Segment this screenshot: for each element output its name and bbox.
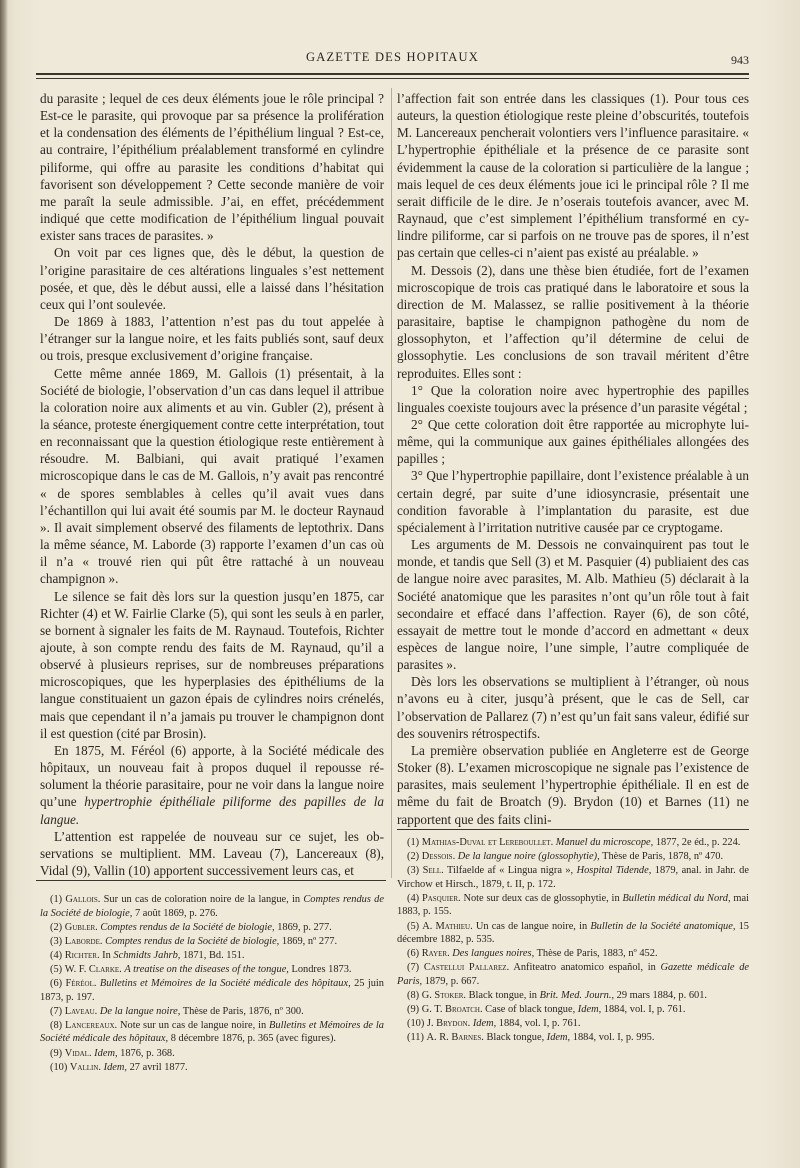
footnote [397,1003,749,1017]
paragraph: du parasite ; lequel de ces deux éléments joue le rôle principal ? Est-ce le parasite, qui provoque par sa présence la prolifération et la condensation des éléments de l’épithélium lingual ? Est-ce, au contraire, l’épithélium préalablement transformé en cylindre piliforme, qui offre au parasite les conditions d’habitat qui favorisent son développement ? Cette seconde manière de voir me paraît la seule admissible. J’ai, en effet, précédemment indiqué que cette modification de l’épithélium lingual pouvait exister sans traces de parasites. » [40,91,384,244]
footnote-source: Idem, [103,1061,128,1073]
footnote-author: W. F. Clarke. [64,963,122,975]
footnote-source: Comptes rendus de la Société de biologie, [105,935,280,947]
footnote-number: (3) [407,865,420,877]
footnote-author: Mathias-Duval et Lereboullet. [421,837,554,848]
footnote-number: (9) [50,1047,63,1059]
running-title: GAZETTE DES HOPITAUX [306,50,479,64]
footnote-source: Idem, [546,1032,571,1044]
footnote-text: Black tongue, in [466,990,540,1002]
footnote [397,892,749,919]
footnote-author: Castellui Pallarez. [423,962,510,974]
footnote-author: Féréol. [65,978,97,990]
paragraph: On voit par ces lignes que, dès le début, la question de l’origine parasitaire de ces altérations linguales s’est nettement posée, et que, dès le début aussi, elle a laissé dans l’hésitation ceux qui l’ont soulevée. [40,245,384,312]
paragraph: Dès lors les observations se multiplient à l’étranger, où nous n’avons eu à citer, jusqu’à présent, que le cas de Sell, car l’observation de Pallarez (7) n’est qu’un fait sans valeur, édifié sur des souvenirs rétrospectifs. [397,674,749,741]
footnote-number: (5) [407,920,420,932]
footnote-rule-right [397,829,749,830]
footnote-author: Rayer. [421,948,450,960]
paragraph: M. Dessois (2), dans une thèse bien étudiée, fort de l’examen microscopique de trois cas pratiqué dans le laboratoire et sous la direction de M. Malassez, se rallie positivement à la théorie parasitaire, baptise le champignon pathogène du nom de glossophyton, et l’affection qu’il détermine de celui de glossophytie. Les conclusions de son travail méritent d’être reproduites. Elles sont : [397,262,749,381]
footnote-number: (6) [50,978,63,990]
footnote [397,947,749,961]
footnote-text: 7 août 1869, p. 276. [132,907,218,919]
footnote-author: Vidal. [64,1047,92,1059]
footnote-number: (2) [50,921,63,933]
footnote-text: 29 mars 1884, p. 601. [614,990,708,1002]
footnote [40,1005,384,1019]
footnote-author: Sell. [422,865,444,877]
page-number: 943 [731,53,749,67]
footnote [40,1061,384,1075]
book-spine-shadow [0,0,8,1168]
footnote-text: Un cas de langue noire, in [472,920,591,932]
footnote-text: Note sur un cas de langue noire, in [117,1019,270,1031]
footnote-text: 1884, vol. I, p. 761. [496,1018,581,1030]
footnote-number: (8) [50,1019,63,1031]
footnote [40,1019,384,1046]
footnote-author: Gallois. [65,894,101,905]
footnote [397,1031,749,1045]
footnote-source: Comptes rendus de la Société de biologie, [100,921,275,933]
footnote [40,977,384,1004]
footnote-number: (10) [407,1018,425,1030]
footnote-number: (3) [50,935,63,947]
footnote-text: Londres 1873. [288,963,352,975]
right-column [397,90,749,828]
footnote-author: Gubler. [64,921,98,933]
page-header [36,46,749,74]
footnote-author: Pasquier. [421,892,461,904]
footnote [40,1047,384,1061]
footnote-source: De la langue noire, [99,1005,181,1017]
paragraph: Les arguments de M. Dessois ne convainquirent pas tout le monde, et tandis que Sell (3) et M. Pasquier (4) publiaient des cas de langue noire avec parasites, M. Alb. Mathieu (5) déclarait à la Société anatomique que les parasites n’ont qu’un rôle tout à fait secondaire et effacé dans l’affection. Rayer (6), de son côté, essayait de mettre tout le monde d’accord en admettant « deux espèces de langue noire, l’une simple, l’autre compliquée de parasites ». [397,537,749,673]
footnote-source: Schmidts Jahrb, [113,949,181,961]
footnote-number: (1) [407,837,420,848]
footnote-source: Idem, [94,1047,118,1059]
footnote [40,963,384,977]
footnote [397,850,749,864]
footnote [397,864,749,891]
footnote-source: Manuel du microscope, [555,837,654,848]
footnote-author: Dessois. [421,851,456,863]
footnote-source: Bulletins et Mémoires de la Société médicale des hôpitaux, [40,1019,384,1045]
footnote-author: Vallin. [69,1061,102,1073]
footnote [40,935,384,949]
footnote-number: (5) [50,963,63,975]
footnote-text: 1884, vol. I, p. 761. [601,1004,686,1016]
paragraph: De 1869 à 1883, l’attention n’est pas du tout appelée à l’étranger sur la langue noire, et les faits publiés sont, sauf deux ou trois, presque exclusivement d’origine française. [40,314,384,364]
paragraph-text: En 1875, M. Féréol (6) apporte, à la Société médicale des hôpitaux, un nouveau fait à propos duquel il repousse résolument la théorie parasitaire, pour ne voir dans la langue noire qu’une [40,742,384,810]
footnote-number: (6) [407,948,420,960]
footnote-number: (7) [407,962,420,974]
footnote [397,1017,749,1031]
footnote-text: Black tongue, [483,1032,547,1044]
paragraph: 1° Que la coloration noire avec hypertrophie des papilles linguales coexiste toujours avec la présence d’un parasite végétal ; [397,382,749,415]
paragraph: 2° Que cette coloration doit être rapportée au microphyte lui-même, qui la communique aux gaines épithéliales allongées des papilles ; [397,416,749,467]
paragraph: Le silence se fait dès lors sur la question jusqu’en 1875, car Richter (4) et W. Fairlie Clarke (5), qui sont les seuls à en parler, se bornent à signaler les faits de M. Raynaud. Toutefois, Richter ajoute, à son compte rendu des faits de M. Raynaud, qu’il a observé à plusieurs reprises, sur de nombreuses préparations microscopiques, que les hyperplasies des épithéliums de la langue constituaient un gazon épais de cylindres noirs crénelés, mais que cependant il n’a jamais pu trouver le champignon dont il est question (cité par Brosin). [40,588,384,741]
footnote-author: G. Stoker. [421,990,467,1002]
footnote-text: Thèse de Paris, 1878, nº 470. [599,851,724,863]
footnote-text: 27 avril 1877. [127,1061,188,1073]
footnote-text: 1877, 2e éd., p. 224. [653,837,741,848]
footnote-author: Richter. [64,949,100,961]
footnote [397,961,749,988]
footnote-source: Brit. Med. Journ., [539,990,615,1002]
footnote-number: (7) [50,1005,63,1017]
footnote-text: 1869, nº 277. [279,935,338,947]
paragraph: L’attention est rappelée de nouveau sur ce sujet, les observations se multiplient. MM. Laveau (7), Lancereaux (8), Vidal (9), Vallin (10) apportent successivement leurs cas, et [40,828,384,879]
footnote [40,949,384,963]
footnote-number: (9) [407,1004,420,1016]
paragraph: l’affection fait son entrée dans les classiques (1). Pour tous ces auteurs, la question étiologique reste pleine d’obscurités, toutefois M. Lancereaux pencherait volontiers vers l’influence parasitaire. « L’hypertrophie épithéliale et la présence de ce parasite sont évidemment la cause de la coloration si particulière de la langue ; mais lequel de ces deux éléments joue ici le principal rôle ? Il me serait difficile de le dire. Je n’oserais toutefois avancer, avec M. Raynaud, que c’est simplement l’épithélium transformé en cylindre piliforme, car si parfois on ne trouve pas de spores, il n’est pas certain que celles-ci n’aient pas existé au préalable. » [397,91,749,261]
footnote-source: Bulletin médical du Nord, [622,892,731,904]
paragraph: Cette même année 1869, M. Gallois (1) présentait, à la Société de biologie, l’observation d’un cas dans lequel il attribue la coloration noire aux aliments et au vin. Gubler (2), présent à la séance, proteste énergiquement contre cette interprétation, tout en reconnaissant que la question étiologique reste entièrement à résoudre. M. Balbiani, qui avait pratiqué l’examen microscopique dans le cas de M. Gallois, n’y avait pas rencontré « de spores semblables à celles qu’il avait vues dans l’échantillon qui lui avait été soumis par M. le docteur Raynaud ». Il avait simplement observé des filaments de leptothrix. Dans la même séance, M. Laborde (3) rapporte l’examen d’un cas où il n’a « trouvé rien qui pût être rattaché à un nouveau champignon ». [40,365,384,587]
footnote-text: In [99,949,114,961]
footnote-text: 25 juin 1873, p. 197. [40,978,384,1003]
footnote-author: J. Brydon. [426,1018,471,1030]
footnote-text: Note sur deux cas de glossophytie, in [460,892,623,904]
header-rule-thick [36,73,749,75]
footnote-source: Comptes rendus de la Société de biologie, [40,894,384,919]
footnote-source: De la langue noire (glossophytie), [457,851,600,863]
footnote-source: Idem, [472,1018,497,1030]
footnote-number: (4) [50,949,63,961]
footnote-author: G. T. Broatch. [421,1004,483,1016]
footnote-rule-left [36,880,386,881]
footnotes-left [40,893,384,1075]
footnote-source: Gazette médicale de Paris, [397,962,750,987]
footnote-author: Laborde. [64,935,103,947]
footnote-text: 1869, p. 277. [274,921,332,933]
italic-phrase: hypertrophie épithéliale piliforme des papilles de la langue. [40,794,384,827]
footnote-source: Des langues noires, [452,948,535,960]
header-rule-thin [36,78,749,79]
footnote-text: mai 1883, p. 155. [397,892,749,918]
footnote [397,836,749,850]
footnote-number: (2) [407,851,420,863]
footnote-text: Thèse de Paris, 1876, nº 300. [180,1005,304,1017]
footnote-text: Tilfaelde af « Lingua nigra », [443,865,577,877]
footnote-number: (10) [50,1061,68,1073]
paragraph [40,742,384,828]
footnote-text: 8 décembre 1876, p. 365 (avec figures). [168,1033,337,1045]
footnote-text: 1884, vol. I, p. 995. [570,1032,655,1044]
footnote [40,921,384,935]
footnote-author: Lancereaux. [65,1019,118,1031]
left-column [40,90,384,879]
footnote-text: 15 décembre 1882, p. 535. [397,920,749,946]
footnote-author: A. Mathieu. [422,920,473,932]
footnote-text: Case of black tongue, [482,1004,578,1016]
footnote-text: 1879, p. 667. [422,975,480,987]
footnote-source: Hospital Tidende, [576,865,652,877]
paragraph: La première observation publiée en Angleterre est de George Stoker (8). L’examen microscopique ne signale pas l’existence de parasites, mais seulement l’hypertrophie épithéliale. Il en est de même du fait de Broatch (9). Brydon (10) et Barnes (11) ne rapportent que des faits clini- [397,742,749,827]
footnote-text: 1876, p. 368. [117,1047,175,1059]
paragraph: 3° Que l’hypertrophie papillaire, dont l’existence préalable à un certain degré, par suite d’une idiosyncrasie, présentait une condition favorable à l’implantation du parasite, est due spécialement à l’irritation nutritive causée par ce cryptogame. [397,468,749,535]
footnote-text: Anfiteatro anatomico español, in [509,962,661,974]
footnote-text: Thèse de Paris, 1883, nº 452. [534,948,658,960]
footnote [397,920,749,947]
footnotes-right [397,836,749,1045]
footnote [397,989,749,1003]
column-gutter [391,88,392,878]
footnote-number: (4) [407,892,420,904]
footnote-source: Idem, [577,1004,602,1016]
footnote-source: A treatise on the diseases of the tongue, [124,963,289,975]
footnote [40,893,384,920]
footnote-author: Laveau. [64,1005,98,1017]
footnote-number: (1) [50,894,63,905]
footnote-author: A. R. Barnes. [426,1032,484,1044]
footnote-source: Bulletin de la Société anatomique, [590,920,736,932]
footnote-text: 1879, anal. in Jahr. de Virchow et Hirsch., 1879, t. II, p. 172. [397,865,749,890]
footnote-text: 1871, Bd. 151. [180,949,245,961]
footnote-text: Sur un cas de coloration noire de la langue, in [100,894,304,905]
footnote-number: (11) [407,1032,424,1044]
footnote-number: (8) [407,990,420,1002]
footnote-source: Bulletins et Mémoires de la Société médicale des hôpitaux, [99,978,351,990]
